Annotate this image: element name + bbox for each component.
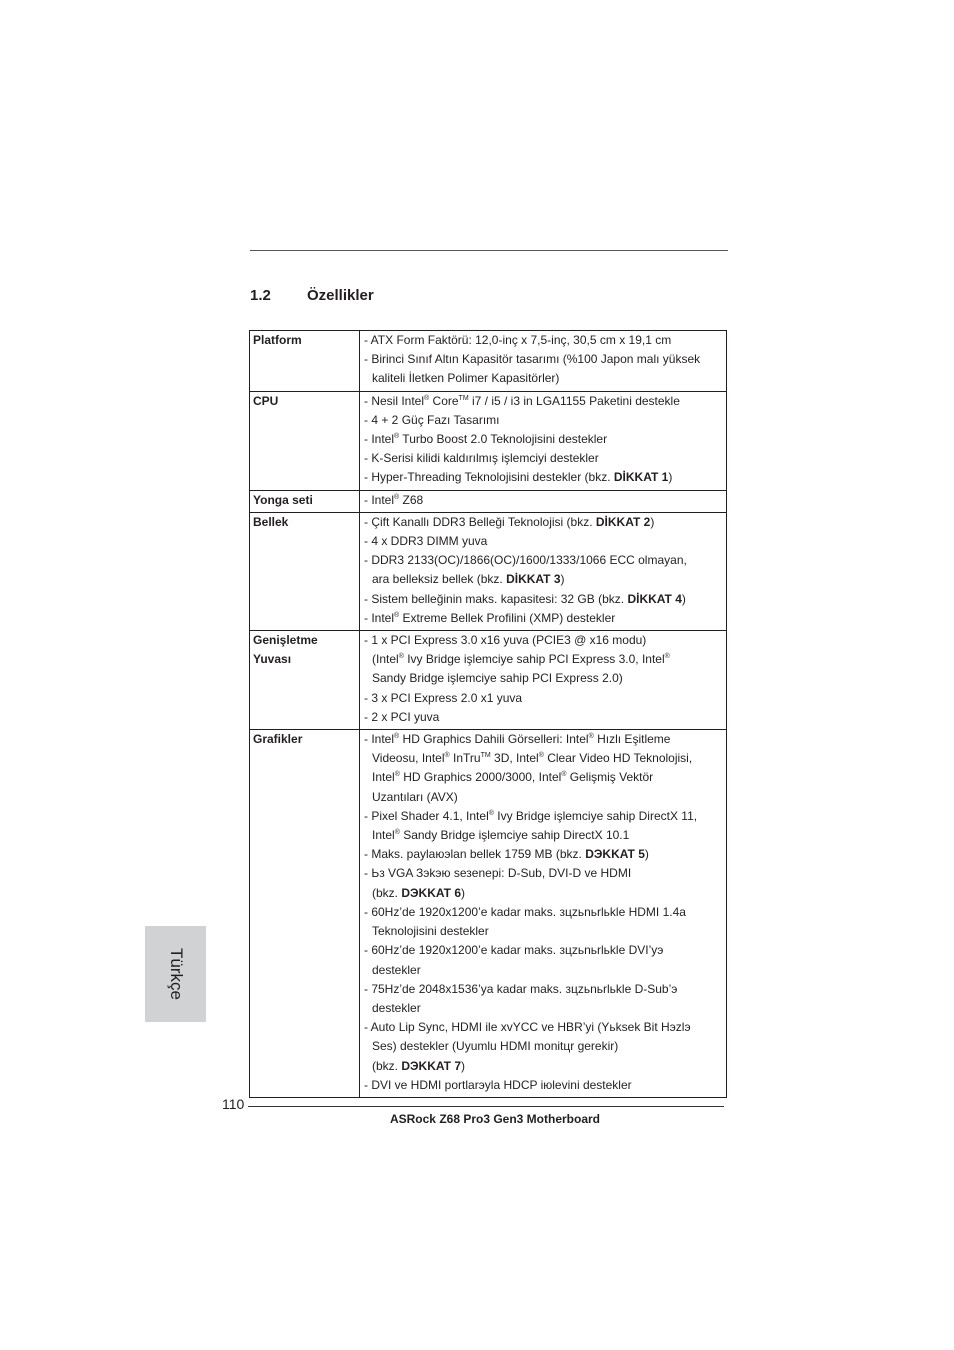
spec-item-line: - 3 x PCI Express 2.0 x1 yuva bbox=[364, 690, 523, 705]
spec-item-line: Ses) destekler (Uyumlu HDMI monitцr gerekir) bbox=[372, 1039, 619, 1054]
spec-item bbox=[364, 350, 724, 388]
spec-value bbox=[360, 490, 727, 512]
spec-label-text: Yonga seti bbox=[253, 492, 313, 507]
spec-item-line: - 2 x PCI yuva bbox=[364, 709, 440, 724]
spec-item-line: Sandy Bridge işlemciye sahip PCI Express 2.0) bbox=[372, 671, 623, 686]
spec-item-line: - Sistem belleğinin maks. kapasitesi: 32 GB (bkz. DİKKAT 4) bbox=[364, 591, 686, 606]
spec-item-line: - 60Hz’de 1920x1200’e kadar maks. зцzьnьrlьkle DVI’yэ bbox=[364, 943, 664, 958]
spec-item bbox=[364, 864, 724, 902]
spec-item-line: Uzantıları (AVX) bbox=[372, 789, 458, 804]
spec-item-line: (Intel® Ivy Bridge işlemciye sahip PCI Express 3.0, Intel® bbox=[372, 652, 670, 667]
spec-item-line: (bkz. DЭKKAT 7) bbox=[372, 1058, 465, 1073]
spec-item-line: - Ьз VGA Зэkэю sезenepi: D-Sub, DVI-D ve HDMI bbox=[364, 866, 632, 881]
spec-item-line: Videosu, Intel® InTru™ 3D, Intel® Clear Video HD Teknolojisi, bbox=[372, 751, 693, 766]
spec-item-line: Intel® Sandy Bridge işlemciye sahip DirectX 10.1 bbox=[372, 828, 630, 843]
section-title: Özellikler bbox=[307, 287, 374, 304]
spec-value bbox=[360, 512, 727, 630]
spec-item-line: - Auto Lip Sync, HDMI ile xvYCC ve HBR’yi (Yьksek Bit Hэzlэ bbox=[364, 1020, 691, 1035]
spec-label bbox=[250, 331, 360, 392]
spec-item bbox=[364, 1018, 724, 1076]
spec-row bbox=[250, 730, 727, 1098]
spec-value bbox=[360, 631, 727, 730]
spec-row bbox=[250, 331, 727, 392]
spec-row bbox=[250, 631, 727, 730]
spec-item-line: destekler bbox=[372, 962, 421, 977]
spec-item-line: - 75Hz’de 2048x1536’ya kadar maks. зцzьnьrlьkle D-Sub’э bbox=[364, 981, 678, 996]
spec-item bbox=[364, 468, 724, 487]
spec-label bbox=[250, 490, 360, 512]
spec-value bbox=[360, 331, 727, 392]
spec-item-line: - Pixel Shader 4.1, Intel® Ivy Bridge işlemciye sahip DirectX 11, bbox=[364, 808, 698, 823]
spec-item-line: - DVI ve HDMI portlarэyla HDCP iюlevini destekler bbox=[364, 1077, 632, 1092]
spec-item-line: - DDR3 2133(OC)/1866(OC)/1600/1333/1066 ECC olmayan, bbox=[364, 553, 687, 568]
section-heading bbox=[250, 287, 374, 304]
spec-item bbox=[364, 331, 724, 350]
spec-item-line: - Intel® HD Graphics Dahili Görselleri: Intel® Hızlı Eşitleme bbox=[364, 732, 671, 747]
spec-item bbox=[364, 513, 724, 532]
spec-item-line: - Birinci Sınıf Altın Kapasitör tasarımı (%100 Japon malı yüksek bbox=[364, 352, 701, 367]
spec-item bbox=[364, 430, 724, 449]
spec-item bbox=[364, 411, 724, 430]
bottom-rule bbox=[248, 1106, 724, 1107]
spec-item bbox=[364, 392, 724, 411]
spec-item-line: - Intel® Extreme Bellek Profilini (XMP) destekler bbox=[364, 610, 616, 625]
spec-item bbox=[364, 1076, 724, 1095]
spec-item-line: - 4 x DDR3 DIMM yuva bbox=[364, 534, 488, 549]
spec-item bbox=[364, 941, 724, 979]
page-number: 110 bbox=[222, 1096, 245, 1112]
spec-item-line: - 1 x PCI Express 3.0 x16 yuva (PCIE3 @ x16 modu) bbox=[364, 633, 647, 648]
spec-label bbox=[250, 730, 360, 1098]
spec-item bbox=[364, 551, 724, 589]
spec-item bbox=[364, 631, 724, 689]
spec-item bbox=[364, 708, 724, 727]
spec-label bbox=[250, 391, 360, 490]
spec-item bbox=[364, 980, 724, 1018]
spec-item-line: - Hyper-Threading Teknolojisini destekler (bkz. DİKKAT 1) bbox=[364, 470, 673, 485]
spec-item-line: (bkz. DЭKKAT 6) bbox=[372, 885, 465, 900]
spec-item bbox=[364, 903, 724, 941]
footer-product-name: ASRock Z68 Pro3 Gen3 Motherboard bbox=[389, 1112, 601, 1126]
spec-item bbox=[364, 609, 724, 628]
spec-label-text: Genişletme bbox=[253, 633, 318, 648]
spec-value bbox=[360, 391, 727, 490]
spec-label-text: Bellek bbox=[253, 514, 289, 529]
spec-label-text: Grafikler bbox=[253, 732, 303, 747]
spec-item bbox=[364, 590, 724, 609]
spec-row bbox=[250, 391, 727, 490]
language-label: Türkçe bbox=[166, 948, 186, 1000]
spec-item-line: ara belleksiz bellek (bkz. DİKKAT 3) bbox=[372, 572, 565, 587]
top-rule bbox=[250, 250, 728, 251]
spec-item-line: - Çift Kanallı DDR3 Belleği Teknolojisi (bkz. DİKKAT 2) bbox=[364, 514, 655, 529]
spec-item-line: Teknolojisini destekler bbox=[372, 924, 489, 939]
spec-item-line: - Intel® Turbo Boost 2.0 Teknolojisini destekler bbox=[364, 432, 608, 447]
spec-item bbox=[364, 449, 724, 468]
spec-item bbox=[364, 689, 724, 708]
spec-item bbox=[364, 532, 724, 551]
spec-item-line: - Intel® Z68 bbox=[364, 492, 424, 507]
spec-item-line: destekler bbox=[372, 1000, 421, 1015]
spec-item-line: kaliteli İletken Polimer Kapasitörler) bbox=[372, 371, 560, 386]
spec-item-line: - K-Serisi kilidi kaldırılmış işlemciyi destekler bbox=[364, 451, 599, 466]
spec-value bbox=[360, 730, 727, 1098]
spec-label-text: Platform bbox=[253, 333, 302, 347]
spec-row bbox=[250, 490, 727, 512]
spec-item-line: - Maks. paylaюэlan bellek 1759 MB (bkz. DЭKKAT 5) bbox=[364, 847, 649, 862]
spec-item bbox=[364, 845, 724, 864]
language-side-tab bbox=[145, 926, 206, 1022]
spec-label-text: CPU bbox=[253, 393, 279, 408]
spec-item-line: - ATX Form Faktörü: 12,0-inç x 7,5-inç, 30,5 cm x 19,1 cm bbox=[364, 333, 672, 347]
section-number: 1.2 bbox=[250, 287, 271, 304]
spec-label bbox=[250, 512, 360, 630]
spec-item-line: - Nesil Intel® Core™ i7 / i5 / i3 in LGA1155 Paketini destekle bbox=[364, 393, 680, 408]
spec-item-line: Intel® HD Graphics 2000/3000, Intel® Gelişmiş Vektör bbox=[372, 770, 654, 785]
spec-item-line: - 60Hz’de 1920x1200’e kadar maks. зцzьnьrlьkle HDMI 1.4a bbox=[364, 904, 686, 919]
spec-row bbox=[250, 512, 727, 630]
specifications-table bbox=[249, 330, 727, 1098]
spec-label bbox=[250, 631, 360, 730]
spec-item bbox=[364, 807, 724, 845]
spec-label-text: Yuvası bbox=[253, 652, 292, 667]
spec-item bbox=[364, 491, 724, 510]
spec-item bbox=[364, 730, 724, 807]
spec-item-line: - 4 + 2 Güç Fazı Tasarımı bbox=[364, 412, 500, 427]
